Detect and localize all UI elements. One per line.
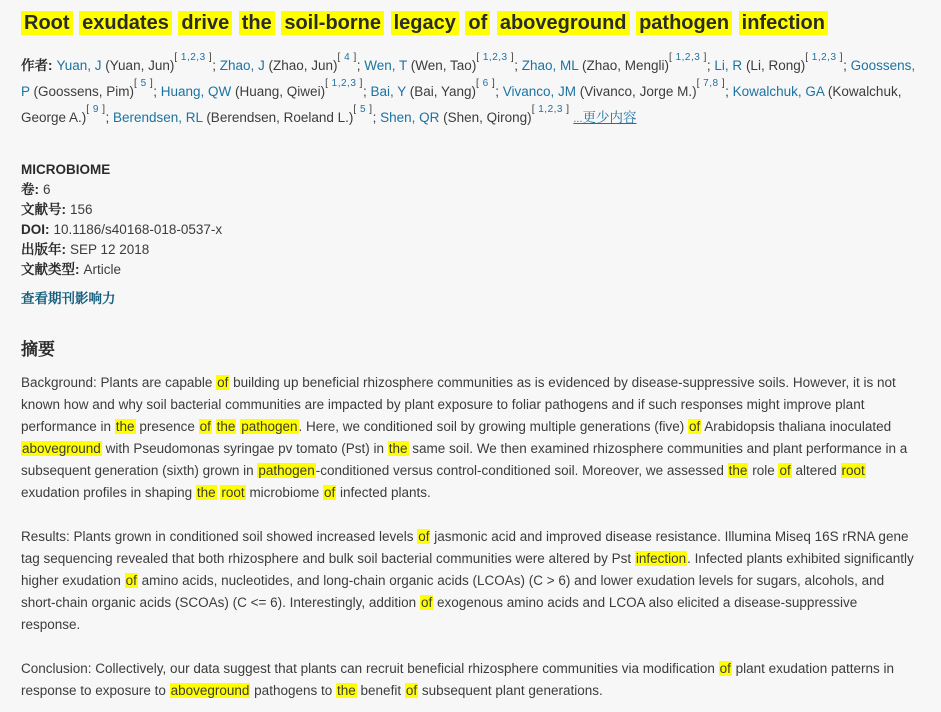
highlighted-term: of <box>420 595 433 610</box>
affiliation-superscript[interactable]: [ 9 ] <box>86 104 106 115</box>
highlighted-term: aboveground <box>170 683 250 698</box>
highlighted-term: the <box>388 441 408 456</box>
field-value: 10.1186/s40168-018-0537-x <box>53 222 223 237</box>
author-full-name: (Goossens, Pim) <box>29 84 135 99</box>
author-full-name: (Vivanco, Jorge M.) <box>576 84 697 99</box>
author-link[interactable]: Kowalchuk, GA <box>732 84 825 99</box>
field-value: SEP 12 2018 <box>70 242 150 257</box>
abstract-paragraph: Results: Plants grown in conditioned soil showed increased levels of jasmonic acid and improved disease resistance. Illumina Miseq 16S rRNA gene tag sequencing revealed that both rhizosphere and bulk soil bacterial communities were altered by Pst infection. Infected plants exhibited significantly higher exudation of amino acids, nucleotides, and long-chain organic acids (LCOAs) (C > 6) and lower exudation levels for sugars, alcohols, and short-chain organic acids (SCOAs) (C <= 6). Interestingly, addition of exogenous amino acids and LCOA also elicited a disease-suppressive response. <box>21 529 914 632</box>
journal-field-row <box>21 200 920 220</box>
highlighted-term: root <box>221 485 245 500</box>
highlighted-term: root <box>841 463 865 478</box>
title-word: exudates <box>79 11 172 35</box>
field-label: DOI: <box>21 222 50 237</box>
view-journal-impact-link[interactable]: 查看期刊影响力 <box>21 291 116 306</box>
highlighted-term: aboveground <box>22 441 101 456</box>
author-link[interactable]: Goossens, P <box>21 58 916 99</box>
affiliation-superscript[interactable]: [ 6 ] <box>476 78 496 89</box>
highlighted-term: infection <box>635 551 687 566</box>
author-link[interactable]: Bai, Y <box>370 84 406 99</box>
author-full-name: (Kowalchuk, George A.) <box>21 84 902 125</box>
affiliation-superscript[interactable]: [ 1,2,3 ] <box>476 52 515 63</box>
author-full-name: (Zhao, Mengli) <box>578 58 670 73</box>
title-word: Root <box>21 11 73 35</box>
field-label: 出版年: <box>21 242 66 257</box>
highlighted-term: pathogen <box>258 463 315 478</box>
show-less-link[interactable]: ...更少内容 <box>573 110 637 125</box>
abstract-paragraph: Conclusion: Collectively, our data suggest that plants can recruit beneficial rhizosphere communities via modification of plant exudation patterns in response to exposure to aboveground pathogens to the benefit of subsequent plant generations. <box>21 661 894 698</box>
field-value: Article <box>83 262 122 277</box>
title-word: drive <box>178 11 232 35</box>
journal-field-row <box>21 260 920 280</box>
journal-field-row <box>21 240 920 260</box>
field-label: 文献类型: <box>21 262 80 277</box>
show-less-dots: ... <box>573 113 583 125</box>
highlighted-term: the <box>196 485 216 500</box>
journal-name: MICROBIOME <box>21 162 111 177</box>
title-word: infection <box>739 11 828 35</box>
author-link[interactable]: Li, R <box>714 58 743 73</box>
authors-line: 作者: Yuan, J (Yuan, Jun)[ 1,2,3 ]; Zhao, J (Zhao, Jun)[ 4 ]; Wen, T (Wen, Tao)[ 1,2,3 ]; Zhao, ML (Zhao, Mengli)[ 1,2,3 ]; Li, R (Li, Rong)[ 1,2,3 ]; Goossens, P (Goossens, Pim)[ 5 ]; Huang, QW (Huang, Qiwei)[ 1,2,3 ]; Bai, Y (Bai, Yang)[ 6 ]; Vivanco, JM (Vivanco, Jorge M.)[ 7,8 ]; Kowalchuk, GA (Kowalchuk, George A.)[ 9 ]; Berendsen, RL (Berendsen, Roeland L.)[ 5 ]; Shen, QR (Shen, Qirong)[ 1,2,3 ] ...更少内容 <box>21 52 916 125</box>
highlighted-term: of <box>719 661 731 676</box>
author-full-name: (Zhao, Jun) <box>264 58 338 73</box>
author-link[interactable]: Huang, QW <box>160 84 232 99</box>
article-title <box>21 10 920 37</box>
abstract-body <box>21 372 920 702</box>
author-link[interactable]: Berendsen, RL <box>113 110 203 125</box>
title-word: soil-borne <box>281 11 384 35</box>
title-word: the <box>239 11 275 35</box>
journal-field-row <box>21 220 920 240</box>
highlighted-term: the <box>728 463 748 478</box>
affiliation-superscript[interactable]: [ 7,8 ] <box>696 78 726 89</box>
affiliation-superscript[interactable]: [ 1,2,3 ] <box>531 104 570 115</box>
field-label: 卷: <box>21 182 39 197</box>
author-link[interactable]: Zhao, ML <box>521 58 579 73</box>
author-link[interactable]: Vivanco, JM <box>502 84 577 99</box>
highlighted-term: the <box>216 419 236 434</box>
abstract-paragraph: Background: Plants are capable of building up beneficial rhizosphere communities as is evidenced by disease-suppressive soils. However, it is not known how and why soil bacterial communities are impacted by plant exposure to foliar pathogens and if such responses might improve plant performance in the presence of the pathogen. Here, we conditioned soil by growing multiple generations (five) of Arabidopsis thaliana inoculated aboveground with Pseudomonas syringae pv tomato (Pst) in the same soil. We then examined rhizosphere communities and plant performance in a subsequent generation (sixth) grown in pathogen-conditioned versus control-conditioned soil. Moreover, we assessed the role of altered root exudation profiles in shaping the root microbiome of infected plants. <box>21 375 908 500</box>
author-full-name: (Yuan, Jun) <box>101 58 175 73</box>
title-word: pathogen <box>636 11 732 35</box>
highlighted-term: of <box>199 419 211 434</box>
affiliation-superscript[interactable]: [ 4 ] <box>337 52 357 63</box>
title-word: of <box>465 11 490 35</box>
highlighted-term: the <box>115 419 135 434</box>
affiliation-superscript[interactable]: [ 1,2,3 ] <box>325 78 363 89</box>
field-label: 文献号: <box>21 202 66 217</box>
authors-label: 作者: <box>21 58 53 73</box>
affiliation-superscript[interactable]: [ 5 ] <box>134 78 154 89</box>
author-link[interactable]: Zhao, J <box>219 58 265 73</box>
highlighted-term: pathogen <box>241 419 298 434</box>
journal-field-row <box>21 180 920 200</box>
abstract-section <box>21 335 920 702</box>
highlighted-term: of <box>217 375 229 390</box>
field-value: 6 <box>43 182 51 197</box>
abstract-heading: 摘要 <box>21 340 55 359</box>
affiliation-superscript[interactable]: [ 1,2,3 ] <box>174 52 213 63</box>
author-full-name: (Berendsen, Roeland L.) <box>202 110 354 125</box>
journal-fields <box>21 180 920 280</box>
author-full-name: (Bai, Yang) <box>406 84 477 99</box>
highlighted-term: of <box>418 529 430 544</box>
highlighted-term: of <box>688 419 701 434</box>
journal-info <box>21 160 920 309</box>
highlighted-term: of <box>779 463 791 478</box>
author-full-name: (Huang, Qiwei) <box>231 84 326 99</box>
highlighted-term: the <box>337 683 356 698</box>
title-word: aboveground <box>497 11 630 35</box>
affiliation-superscript[interactable]: [ 1,2,3 ] <box>805 52 844 63</box>
affiliation-superscript[interactable]: [ 5 ] <box>353 104 373 115</box>
highlighted-term: of <box>405 683 418 698</box>
author-link[interactable]: Shen, QR <box>380 110 440 125</box>
highlighted-term: of <box>125 573 137 588</box>
author-full-name: (Li, Rong) <box>742 58 806 73</box>
affiliation-superscript[interactable]: [ 1,2,3 ] <box>669 52 707 63</box>
author-link[interactable]: Wen, T <box>364 58 408 73</box>
field-value: 156 <box>70 202 93 217</box>
title-word: legacy <box>391 11 459 35</box>
author-full-name: (Wen, Tao) <box>407 58 477 73</box>
author-full-name: (Shen, Qirong) <box>439 110 532 125</box>
highlighted-term: of <box>323 485 336 500</box>
author-link[interactable]: Yuan, J <box>56 58 102 73</box>
